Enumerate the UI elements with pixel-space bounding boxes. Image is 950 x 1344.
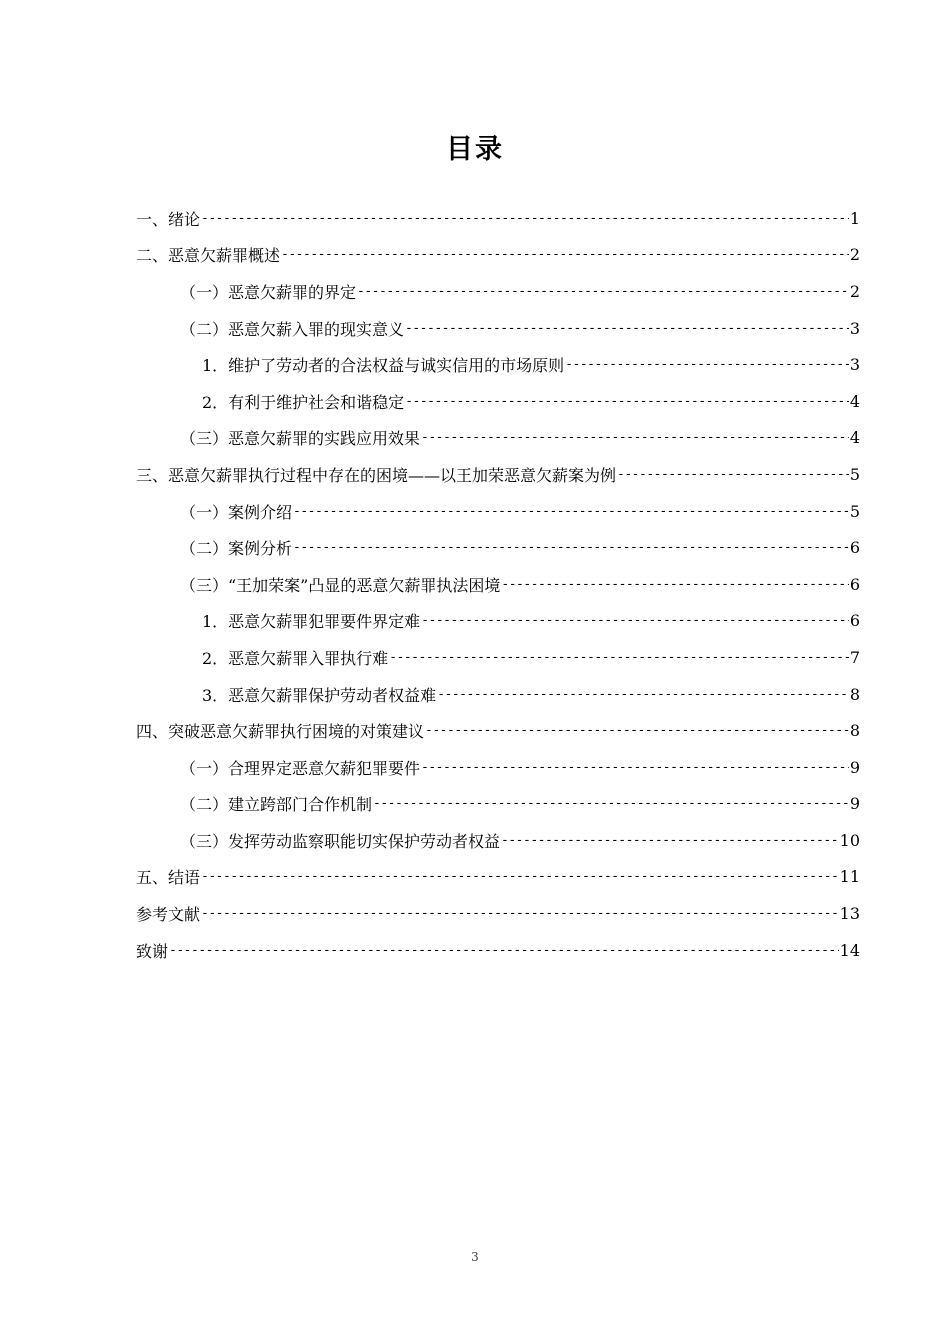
toc-entry-page: 13 [839,904,860,924]
toc-leader-dashes [437,687,849,702]
toc-entry-text: （二）建立跨部门合作机制 [180,795,373,815]
toc-entry-page: 6 [849,574,860,594]
toc-leader-dashes [501,833,839,848]
toc-entry-text: （三）恶意欠薪罪的实践应用效果 [180,429,421,449]
toc-entry-page: 6 [849,538,860,558]
toc-entry[interactable] [136,676,860,713]
toc-leader-dashes [293,504,849,519]
toc-entry-page: 5 [849,464,860,484]
toc-entry[interactable] [136,273,860,310]
toc-entry-text: 致谢 [136,941,169,961]
toc-leader-dashes [169,943,839,958]
toc-entry-page: 3 [849,355,860,375]
toc-leader-dashes [425,723,849,738]
toc-leader-dashes [357,284,849,299]
toc-entry-text: （一）恶意欠薪罪的界定 [180,282,357,302]
toc-entry[interactable] [136,786,860,823]
toc-entry-text: （二）恶意欠薪入罪的现实意义 [180,319,405,339]
toc-entry-page: 8 [849,684,860,704]
toc-entry-page: 7 [849,647,860,667]
toc-entry-text: 四、突破恶意欠薪罪执行困境的对策建议 [136,722,425,742]
toc-entry[interactable] [136,639,860,676]
toc-entry-text: 一、绪论 [136,209,201,229]
toc-list [136,200,860,968]
toc-leader-dashes [201,906,839,921]
toc-entry-page: 10 [839,830,860,850]
toc-leader-dashes [565,357,849,372]
toc-entry[interactable] [136,603,860,640]
toc-entry-text: 1．维护了劳动者的合法权益与诚实信用的市场原则 [202,356,565,376]
toc-entry-page: 14 [839,940,860,960]
toc-title: 目录 [446,134,504,165]
toc-entry[interactable] [136,493,860,530]
toc-entry[interactable] [136,200,860,237]
toc-entry-text: （二）案例分析 [180,539,293,559]
toc-leader-dashes [421,430,849,445]
toc-leader-dashes [373,796,849,811]
toc-entry[interactable] [136,712,860,749]
toc-leader-dashes [421,760,849,775]
toc-leader-dashes [405,321,849,336]
toc-entry-page: 8 [849,721,860,741]
toc-entry-text: 参考文献 [136,905,201,925]
toc-entry-text: 二、恶意欠薪罪概述 [136,246,281,266]
toc-leader-dashes [201,869,839,884]
toc-leader-dashes [421,613,849,628]
page-number: 3 [471,1250,479,1264]
toc-entry-page: 3 [849,318,860,338]
toc-entry[interactable] [136,859,860,896]
toc-leader-dashes [389,650,849,665]
toc-entry-text: 三、恶意欠薪罪执行过程中存在的困境——以王加荣恶意欠薪案为例 [136,465,617,485]
toc-entry[interactable] [136,895,860,932]
toc-entry-page: 5 [849,501,860,521]
toc-entry[interactable] [136,566,860,603]
toc-entry[interactable] [136,383,860,420]
toc-entry-text: 2．有利于维护社会和谐稳定 [202,392,405,412]
toc-entry[interactable] [136,420,860,457]
toc-entry-page: 2 [849,245,860,265]
toc-entry-page: 9 [849,757,860,777]
toc-leader-dashes [501,577,848,592]
toc-entry-text: 1．恶意欠薪罪犯罪要件界定难 [202,612,421,632]
toc-entry[interactable] [136,346,860,383]
toc-leader-dashes [293,540,849,555]
toc-entry[interactable] [136,749,860,786]
toc-entry[interactable] [136,529,860,566]
toc-entry[interactable] [136,456,860,493]
toc-entry[interactable] [136,932,860,969]
toc-entry-text: 五、结语 [136,868,201,888]
toc-entry-page: 6 [849,611,860,631]
toc-entry-page: 9 [849,794,860,814]
toc-leader-dashes [201,211,849,226]
toc-entry-text: （三）发挥劳动监察职能切实保护劳动者权益 [180,831,501,851]
toc-entry-page: 4 [849,391,860,411]
toc-entry-text: 2．恶意欠薪罪入罪执行难 [202,648,389,668]
toc-leader-dashes [617,467,849,482]
toc-entry-page: 2 [849,281,860,301]
toc-entry[interactable] [136,822,860,859]
toc-entry[interactable] [136,237,860,274]
toc-leader-dashes [281,247,849,262]
toc-entry-page: 1 [849,208,860,228]
toc-entry-page: 4 [849,428,860,448]
toc-entry-text: （三）“王加荣案”凸显的恶意欠薪罪执法困境 [180,575,501,595]
toc-entry-page: 11 [839,867,860,887]
toc-leader-dashes [405,394,849,409]
toc-entry-text: 3．恶意欠薪罪保护劳动者权益难 [202,685,437,705]
toc-entry[interactable] [136,310,860,347]
toc-entry-text: （一）合理界定恶意欠薪犯罪要件 [180,758,421,778]
toc-entry-text: （一）案例介绍 [180,502,293,522]
